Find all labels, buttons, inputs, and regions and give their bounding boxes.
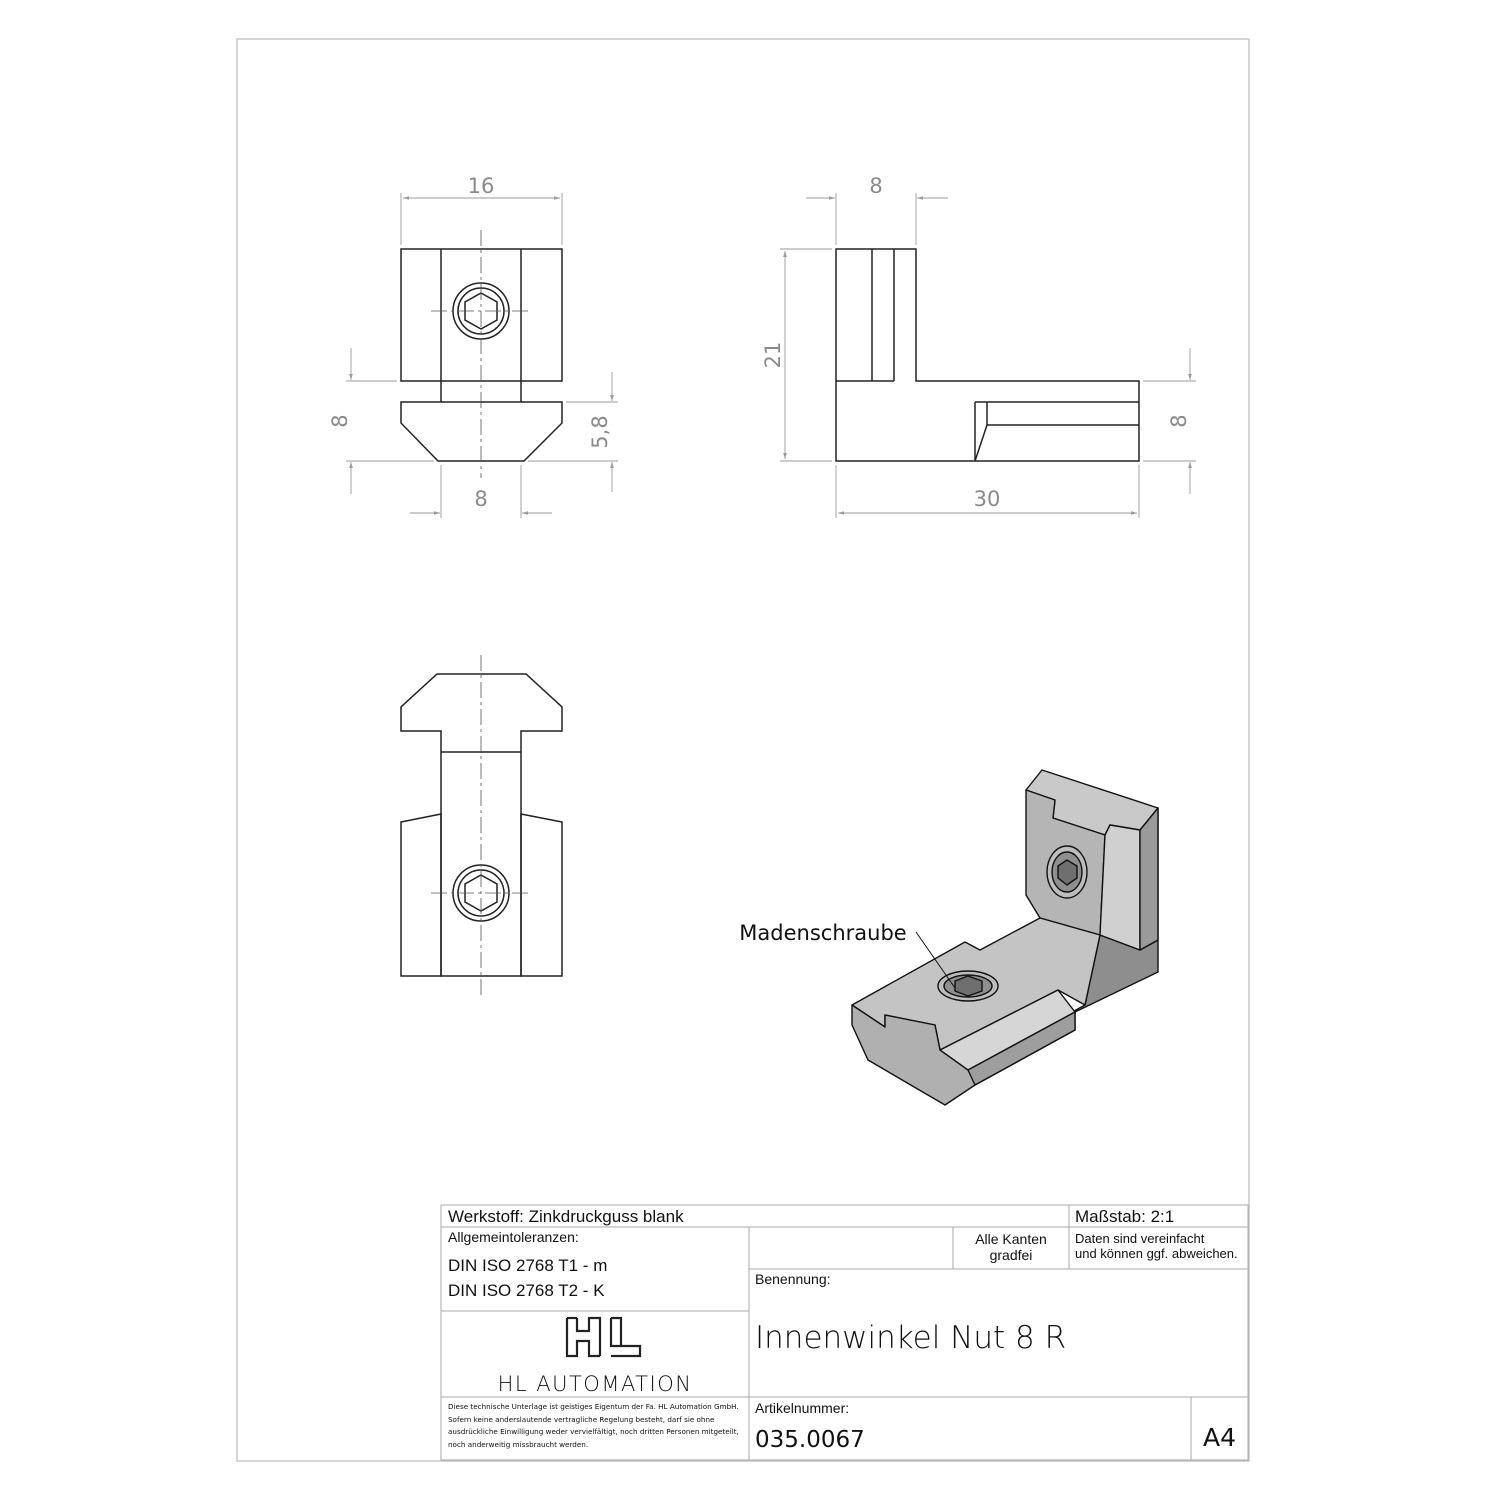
dim-side-length: 30 [973, 487, 1001, 511]
side-view [836, 249, 1139, 461]
front-dimensions [346, 193, 618, 518]
notice-line-1: Daten sind vereinfacht [1075, 1231, 1205, 1246]
front-view [401, 249, 562, 461]
callout-madenschraube: Madenschraube [739, 921, 907, 945]
material: Werkstoff: Zinkdruckguss blank [448, 1207, 684, 1226]
bottom-centerlines [431, 655, 532, 996]
side-dimensions [780, 193, 1196, 518]
dim-side-right: 8 [1167, 414, 1191, 428]
tolerance-2: DIN ISO 2768 T2 - K [448, 1281, 605, 1300]
article-number: 035.0067 [755, 1427, 865, 1453]
legal-notice: Diese technische Unterlage ist geistiges Eigentum der Fa. HL Automation GmbH. Sofern keine anderslautende vertragliche Regelung besteht, darf sie ohne ausdrückliche Einwilligung weder vervielfältigt, noch dritten Personen mitgeteilt, noch anderweitig missbraucht werden. [448, 1402, 739, 1449]
tolerances-label: Allgemeintoleranzen: [448, 1229, 579, 1245]
edges-note [953, 1231, 1069, 1263]
front-centerlines [431, 230, 532, 478]
sheet-format: A4 [1202, 1423, 1236, 1452]
edges-line-1: Alle Kanten [975, 1231, 1047, 1247]
dim-front-neck: 8 [474, 487, 488, 511]
tolerance-1: DIN ISO 2768 T1 - m [448, 1256, 608, 1275]
designation: Innenwinkel Nut 8 R [755, 1320, 1067, 1356]
dim-front-slot-depth: 5,8 [588, 415, 612, 449]
data-notice [1075, 1231, 1238, 1261]
article-label: Artikelnummer: [755, 1400, 850, 1416]
edges-line-2: gradfei [989, 1247, 1033, 1263]
dim-front-height: 8 [328, 414, 352, 428]
dim-side-height: 21 [761, 341, 785, 369]
scale: Maßstab: 2:1 [1075, 1207, 1175, 1226]
company-logo [567, 1318, 640, 1356]
dim-side-top: 8 [869, 174, 883, 198]
company-name: HL AUTOMATION [497, 1372, 693, 1396]
notice-line-2: und können ggf. abweichen. [1075, 1246, 1238, 1261]
designation-label: Benennung: [755, 1271, 831, 1287]
dim-front-width: 16 [467, 174, 495, 198]
bottom-view [401, 674, 562, 976]
